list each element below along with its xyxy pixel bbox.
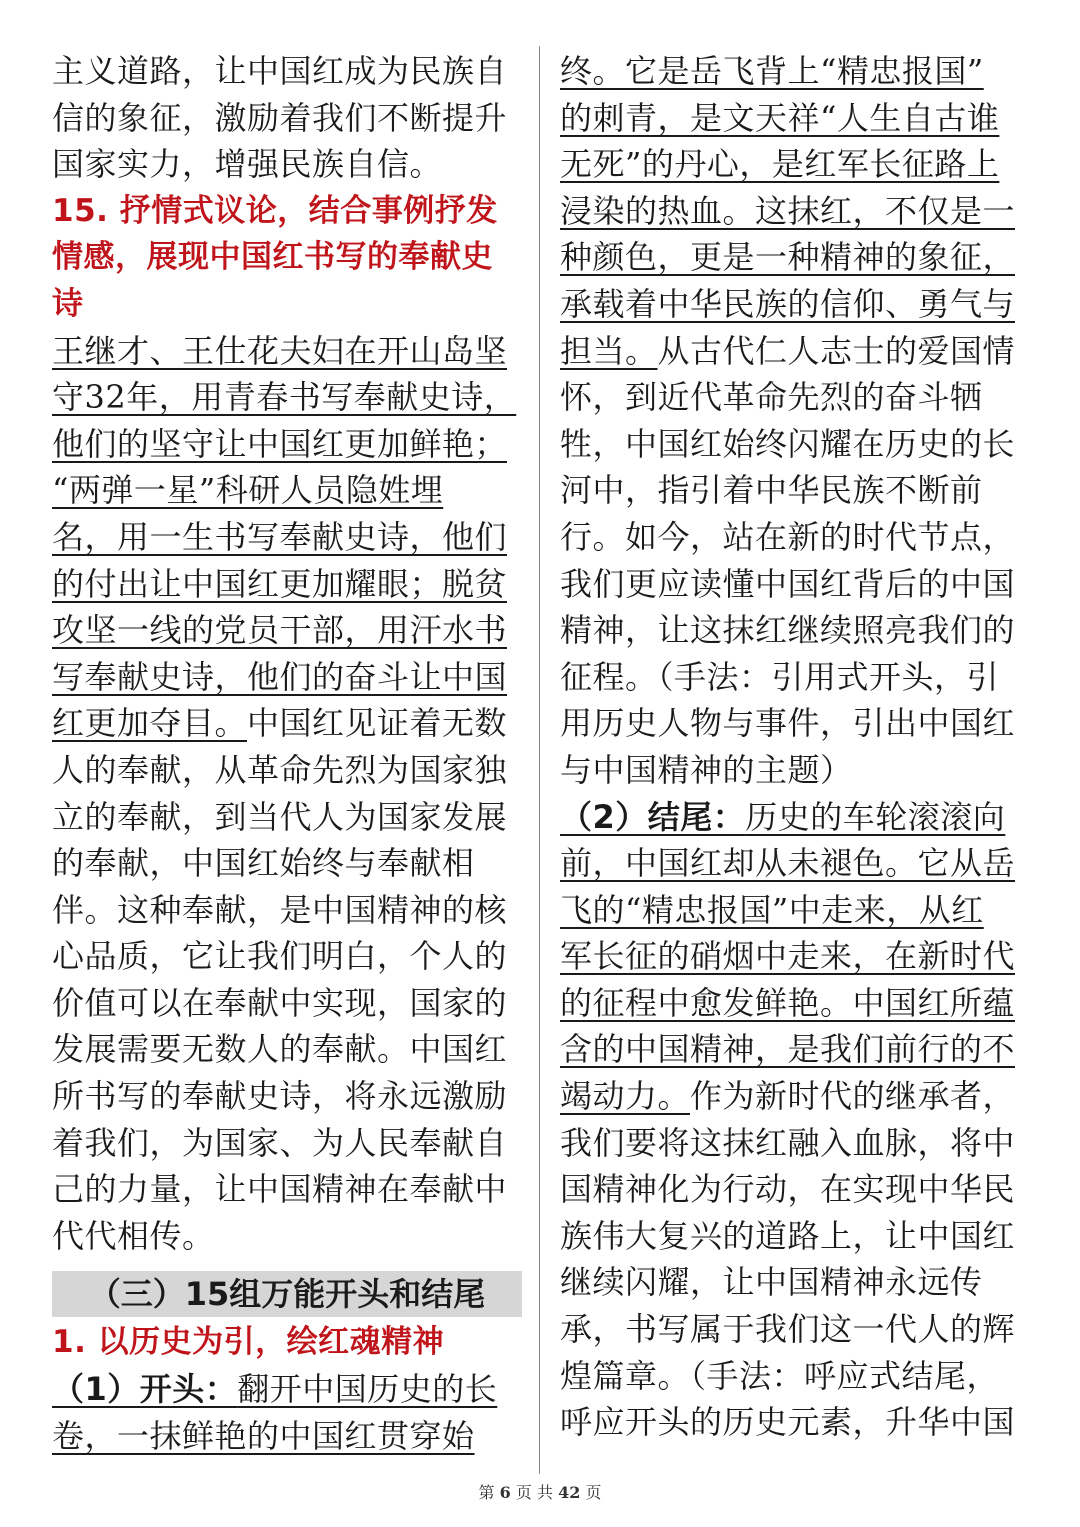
underlined-text: 他们的坚守让中国红更加鲜艳； [52,424,508,463]
left-line: 立的奉献，到当代人为国家发展 [52,797,508,836]
right-line [560,980,1032,1027]
left-heading-line: 诗 [52,285,84,322]
left-line [52,421,522,468]
footer-middle: 页 共 [515,1483,553,1502]
underlined-text: 飞的“精忠报国”中走来，从红 [560,890,984,929]
current-page-number: 6 [499,1483,511,1502]
right-line: 行。如今，站在新的时代节点， [560,517,1016,556]
right-column [560,48,1032,1446]
underlined-text: 写奉献史诗，他们的奋斗让中国 [52,657,508,696]
left-heading-line: 1. 以历史为引，绘红魂精神 [52,1324,445,1361]
right-line: 我们要将这抹红融入血脉，将中 [560,1123,1016,1162]
right-line [560,234,1032,281]
right-line: 怀，到近代革命先烈的奋斗牺 [560,378,983,417]
right-line: 煌篇章。（手法：呼应式结尾， [560,1356,1000,1395]
right-line [560,281,1032,328]
underlined-text: 种颜色，更是一种精神的象征， [560,238,1016,277]
left-line: 所书写的奉献史诗，将永远激励 [52,1077,508,1116]
left-line [52,561,522,608]
page-footer [0,1480,1080,1503]
right-line: 我们更应读懂中国红背后的中国 [560,564,1016,603]
right-line [560,840,1032,887]
left-line: 人的奉献，从革命先烈为国家独 [52,750,508,789]
right-line: 族伟大复兴的道路上，让中国红 [560,1216,1016,1255]
underlined-text: 担当。 [560,331,658,370]
left-line [52,328,522,375]
right-line [560,1073,1032,1120]
left-line: 代代相传。 [52,1216,215,1255]
plain-text: 从古代仁人志士的爱国情 [657,331,1016,370]
right-line: 精神，让这抹红继续照亮我们的 [560,611,1016,650]
underlined-text: 军长征的硝烟中走来，在新时代 [560,937,1016,976]
underlined-text: 攻坚一线的党员干部，用汗水书 [52,611,508,650]
underlined-text: 历史的车轮滚滚向 [745,797,1006,836]
left-column [52,48,522,1459]
footer-suffix: 页 [585,1483,602,1502]
underlined-text: 红更加夺目。 [52,704,248,743]
underlined-text: 卷，一抹鲜艳的中国红贯穿始 [52,1416,475,1455]
left-heading-line: 情感，展现中国红书写的奉献史 [52,239,493,276]
left-line: 国家实力，增强民族自信。 [52,145,443,184]
footer-prefix: 第 [478,1483,495,1502]
underlined-text: 含的中国精神，是我们前行的不 [560,1030,1016,1069]
underlined-text: 的刺青，是文天祥“人生自古谁 [560,98,1000,137]
right-line: 呼应开头的历史元素，升华中国 [560,1403,1016,1442]
left-line [52,700,522,747]
left-line: 价值可以在奉献中实现，国家的 [52,983,508,1022]
right-line: 国精神化为行动，在实现中华民 [560,1170,1016,1209]
underlined-text: 翻开中国历史的长 [237,1370,498,1409]
left-line: 伴。这种奉献，是中国精神的核 [52,890,508,929]
right-line [560,48,1032,95]
right-line: 用历史人物与事件，引出中国红 [560,704,1016,743]
left-line [52,1413,522,1460]
right-line [560,1026,1032,1073]
left-line [52,607,522,654]
left-line [52,514,522,561]
right-line [560,141,1032,188]
subheading-label: （1）开头： [52,1370,238,1409]
left-line: 己的力量，让中国精神在奉献中 [52,1170,508,1209]
underlined-text: 浸染的热血。这抹红，不仅是一 [560,191,1016,230]
left-line: 的奉献，中国红始终与奉献相 [52,844,475,883]
underlined-text: 的付出让中国红更加耀眼；脱贫 [52,564,508,603]
underlined-text: 守32年，用青春书写奉献史诗， [52,378,517,417]
right-line [560,95,1032,142]
subheading-label: （2）结尾： [560,797,746,836]
underlined-text: 王继才、王仕花夫妇在开山岛坚 [52,331,508,370]
right-line [560,328,1032,375]
left-heading-line: 15. 抒情式议论，结合事例抒发 [52,192,498,229]
left-line: 发展需要无数人的奉献。中国红 [52,1030,508,1069]
underlined-text: 前，中国红却从未褪色。它从岳 [560,844,1016,883]
underlined-text: 竭动力。 [560,1077,691,1116]
right-line: 继续闪耀，让中国精神永远传 [560,1263,983,1302]
section-title: （三）15组万能开头和结尾 [52,1271,522,1317]
right-line: 牲，中国红始终闪耀在历史的长 [560,424,1016,463]
left-line: 信的象征，激励着我们不断提升 [52,98,508,137]
total-pages: 42 [558,1483,581,1502]
column-divider [539,46,540,1474]
left-line [52,467,522,514]
underlined-text: 终。它是岳飞背上“精忠报国” [560,52,984,90]
underlined-text: 名，用一生书写奉献史诗，他们 [52,517,508,556]
underlined-text: 的征程中愈发鲜艳。中国红所蕴 [560,983,1016,1022]
left-line: 心品质，它让我们明白，个人的 [52,937,508,976]
underlined-text: 无死”的丹心，是红军长征路上 [560,145,1000,184]
right-line: 征程。（手法：引用式开头，引 [560,657,1000,696]
left-line [52,374,522,421]
right-line: 河中，指引着中华民族不断前 [560,471,983,510]
left-line: 主义道路，让中国红成为民族自 [52,52,508,90]
plain-text: 作为新时代的继承者， [690,1077,1016,1116]
right-line: 承，书写属于我们这一代人的辉 [560,1310,1016,1349]
underlined-text: 承载着中华民族的信仰、勇气与 [560,284,1016,323]
right-line [560,188,1032,235]
right-line: 与中国精神的主题） [560,750,853,789]
plain-text: 中国红见证着无数 [247,704,508,743]
underlined-text: “两弹一星”科研人员隐姓埋 [52,471,444,510]
left-line: 着我们，为国家、为人民奉献自 [52,1123,508,1162]
right-line [560,933,1032,980]
right-line [560,887,1032,934]
right-line [560,794,1032,841]
left-line [52,654,522,701]
left-line [52,1366,522,1413]
